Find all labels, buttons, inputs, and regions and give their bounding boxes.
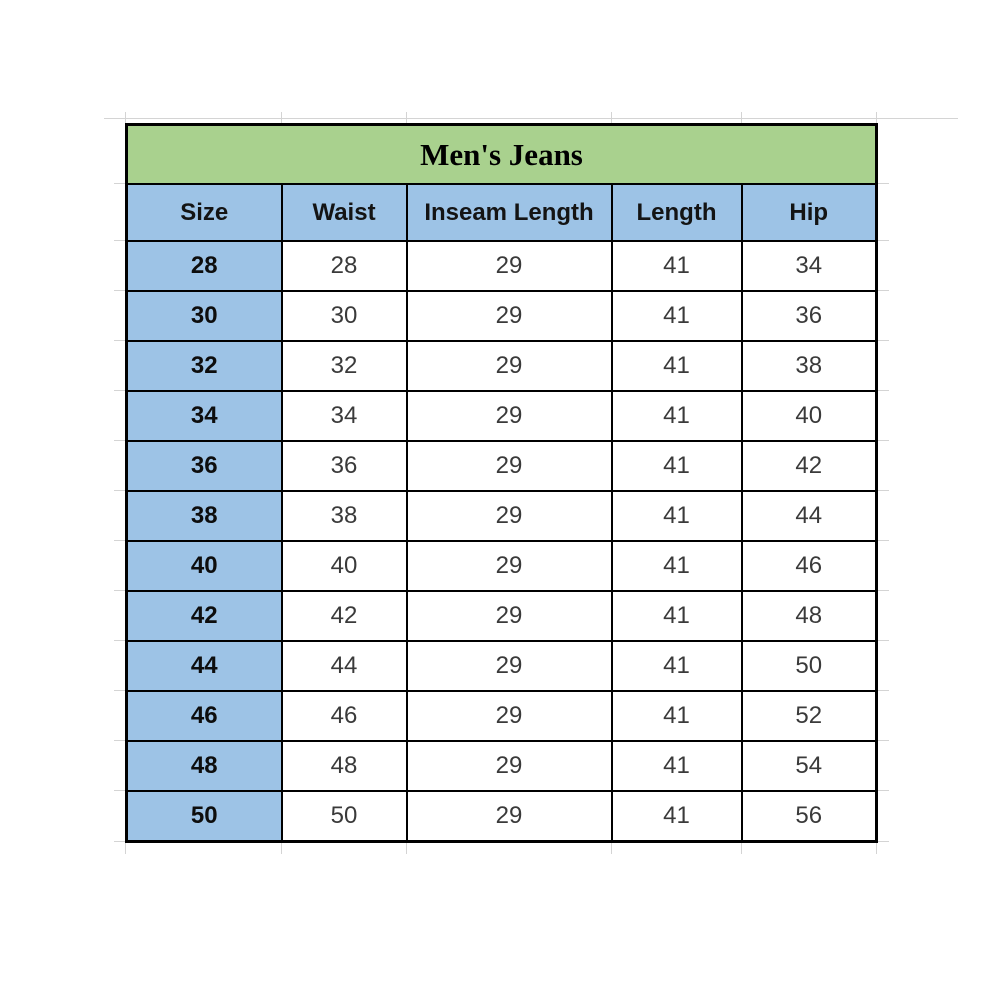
gridline (878, 640, 889, 641)
gridline (878, 841, 889, 842)
value-cell: 36 (282, 441, 407, 491)
gridline (104, 118, 958, 119)
size-chart-table (125, 123, 878, 843)
value-cell: 29 (407, 441, 612, 491)
gridline (878, 183, 889, 184)
value-cell: 41 (612, 691, 742, 741)
gridline (114, 841, 125, 842)
gridline (114, 490, 125, 491)
table-row (127, 541, 877, 591)
gridline (114, 540, 125, 541)
table-row (127, 391, 877, 441)
size-cell: 30 (127, 291, 282, 341)
gridline (611, 112, 612, 123)
value-cell: 40 (742, 391, 877, 441)
gridline (406, 843, 407, 854)
gridline (878, 340, 889, 341)
gridline (406, 112, 407, 123)
value-cell: 41 (612, 291, 742, 341)
value-cell: 34 (282, 391, 407, 441)
value-cell: 36 (742, 291, 877, 341)
gridline (114, 390, 125, 391)
gridline (114, 440, 125, 441)
table-row (127, 491, 877, 541)
value-cell: 41 (612, 241, 742, 291)
value-cell: 42 (282, 591, 407, 641)
header-cell-hip: Hip (742, 184, 877, 241)
value-cell: 50 (742, 641, 877, 691)
size-cell: 28 (127, 241, 282, 291)
gridline (878, 390, 889, 391)
gridline (125, 112, 126, 123)
gridline (878, 540, 889, 541)
value-cell: 40 (282, 541, 407, 591)
size-cell: 36 (127, 441, 282, 491)
gridline (876, 112, 877, 123)
gridline (281, 843, 282, 854)
gridline (114, 740, 125, 741)
gridline (878, 290, 889, 291)
title-row (127, 125, 877, 185)
table-body (127, 241, 877, 842)
value-cell: 28 (282, 241, 407, 291)
value-cell: 32 (282, 341, 407, 391)
value-cell: 41 (612, 341, 742, 391)
table-row (127, 441, 877, 491)
value-cell: 54 (742, 741, 877, 791)
gridline (114, 290, 125, 291)
gridline (878, 590, 889, 591)
value-cell: 41 (612, 391, 742, 441)
table-row (127, 341, 877, 391)
value-cell: 30 (282, 291, 407, 341)
value-cell: 29 (407, 591, 612, 641)
size-cell: 46 (127, 691, 282, 741)
value-cell: 44 (282, 641, 407, 691)
gridline (114, 690, 125, 691)
value-cell: 29 (407, 641, 612, 691)
gridline (878, 740, 889, 741)
size-cell: 42 (127, 591, 282, 641)
value-cell: 41 (612, 441, 742, 491)
gridline (114, 790, 125, 791)
value-cell: 29 (407, 291, 612, 341)
value-cell: 41 (612, 741, 742, 791)
header-cell-waist: Waist (282, 184, 407, 241)
gridline (878, 440, 889, 441)
value-cell: 41 (612, 791, 742, 842)
value-cell: 38 (282, 491, 407, 541)
value-cell: 29 (407, 391, 612, 441)
table-row (127, 291, 877, 341)
value-cell: 29 (407, 491, 612, 541)
value-cell: 29 (407, 241, 612, 291)
value-cell: 34 (742, 241, 877, 291)
gridline (114, 340, 125, 341)
table-row (127, 791, 877, 842)
table-row (127, 641, 877, 691)
gridline (611, 843, 612, 854)
value-cell: 29 (407, 791, 612, 842)
header-row (127, 184, 877, 241)
table-title: Men's Jeans (127, 125, 877, 185)
value-cell: 41 (612, 491, 742, 541)
size-cell: 32 (127, 341, 282, 391)
table-row (127, 691, 877, 741)
header-cell-length: Length (612, 184, 742, 241)
gridline (281, 112, 282, 123)
value-cell: 56 (742, 791, 877, 842)
value-cell: 29 (407, 741, 612, 791)
value-cell: 29 (407, 691, 612, 741)
value-cell: 41 (612, 541, 742, 591)
gridline (878, 490, 889, 491)
gridline (125, 843, 126, 854)
gridline (878, 790, 889, 791)
gridline (878, 240, 889, 241)
value-cell: 44 (742, 491, 877, 541)
gridline (878, 690, 889, 691)
gridline (114, 240, 125, 241)
value-cell: 48 (742, 591, 877, 641)
value-cell: 29 (407, 341, 612, 391)
value-cell: 52 (742, 691, 877, 741)
size-cell: 40 (127, 541, 282, 591)
size-cell: 48 (127, 741, 282, 791)
size-cell: 50 (127, 791, 282, 842)
value-cell: 50 (282, 791, 407, 842)
table-row (127, 591, 877, 641)
value-cell: 48 (282, 741, 407, 791)
gridline (741, 112, 742, 123)
size-cell: 34 (127, 391, 282, 441)
table-row (127, 241, 877, 291)
value-cell: 42 (742, 441, 877, 491)
value-cell: 38 (742, 341, 877, 391)
value-cell: 46 (742, 541, 877, 591)
header-cell-size: Size (127, 184, 282, 241)
gridline (876, 843, 877, 854)
value-cell: 46 (282, 691, 407, 741)
size-cell: 44 (127, 641, 282, 691)
gridline (114, 183, 125, 184)
value-cell: 41 (612, 591, 742, 641)
gridline (741, 843, 742, 854)
value-cell: 41 (612, 641, 742, 691)
table-row (127, 741, 877, 791)
header-cell-inseam-length: Inseam Length (407, 184, 612, 241)
size-cell: 38 (127, 491, 282, 541)
gridline (114, 590, 125, 591)
value-cell: 29 (407, 541, 612, 591)
gridline (114, 640, 125, 641)
